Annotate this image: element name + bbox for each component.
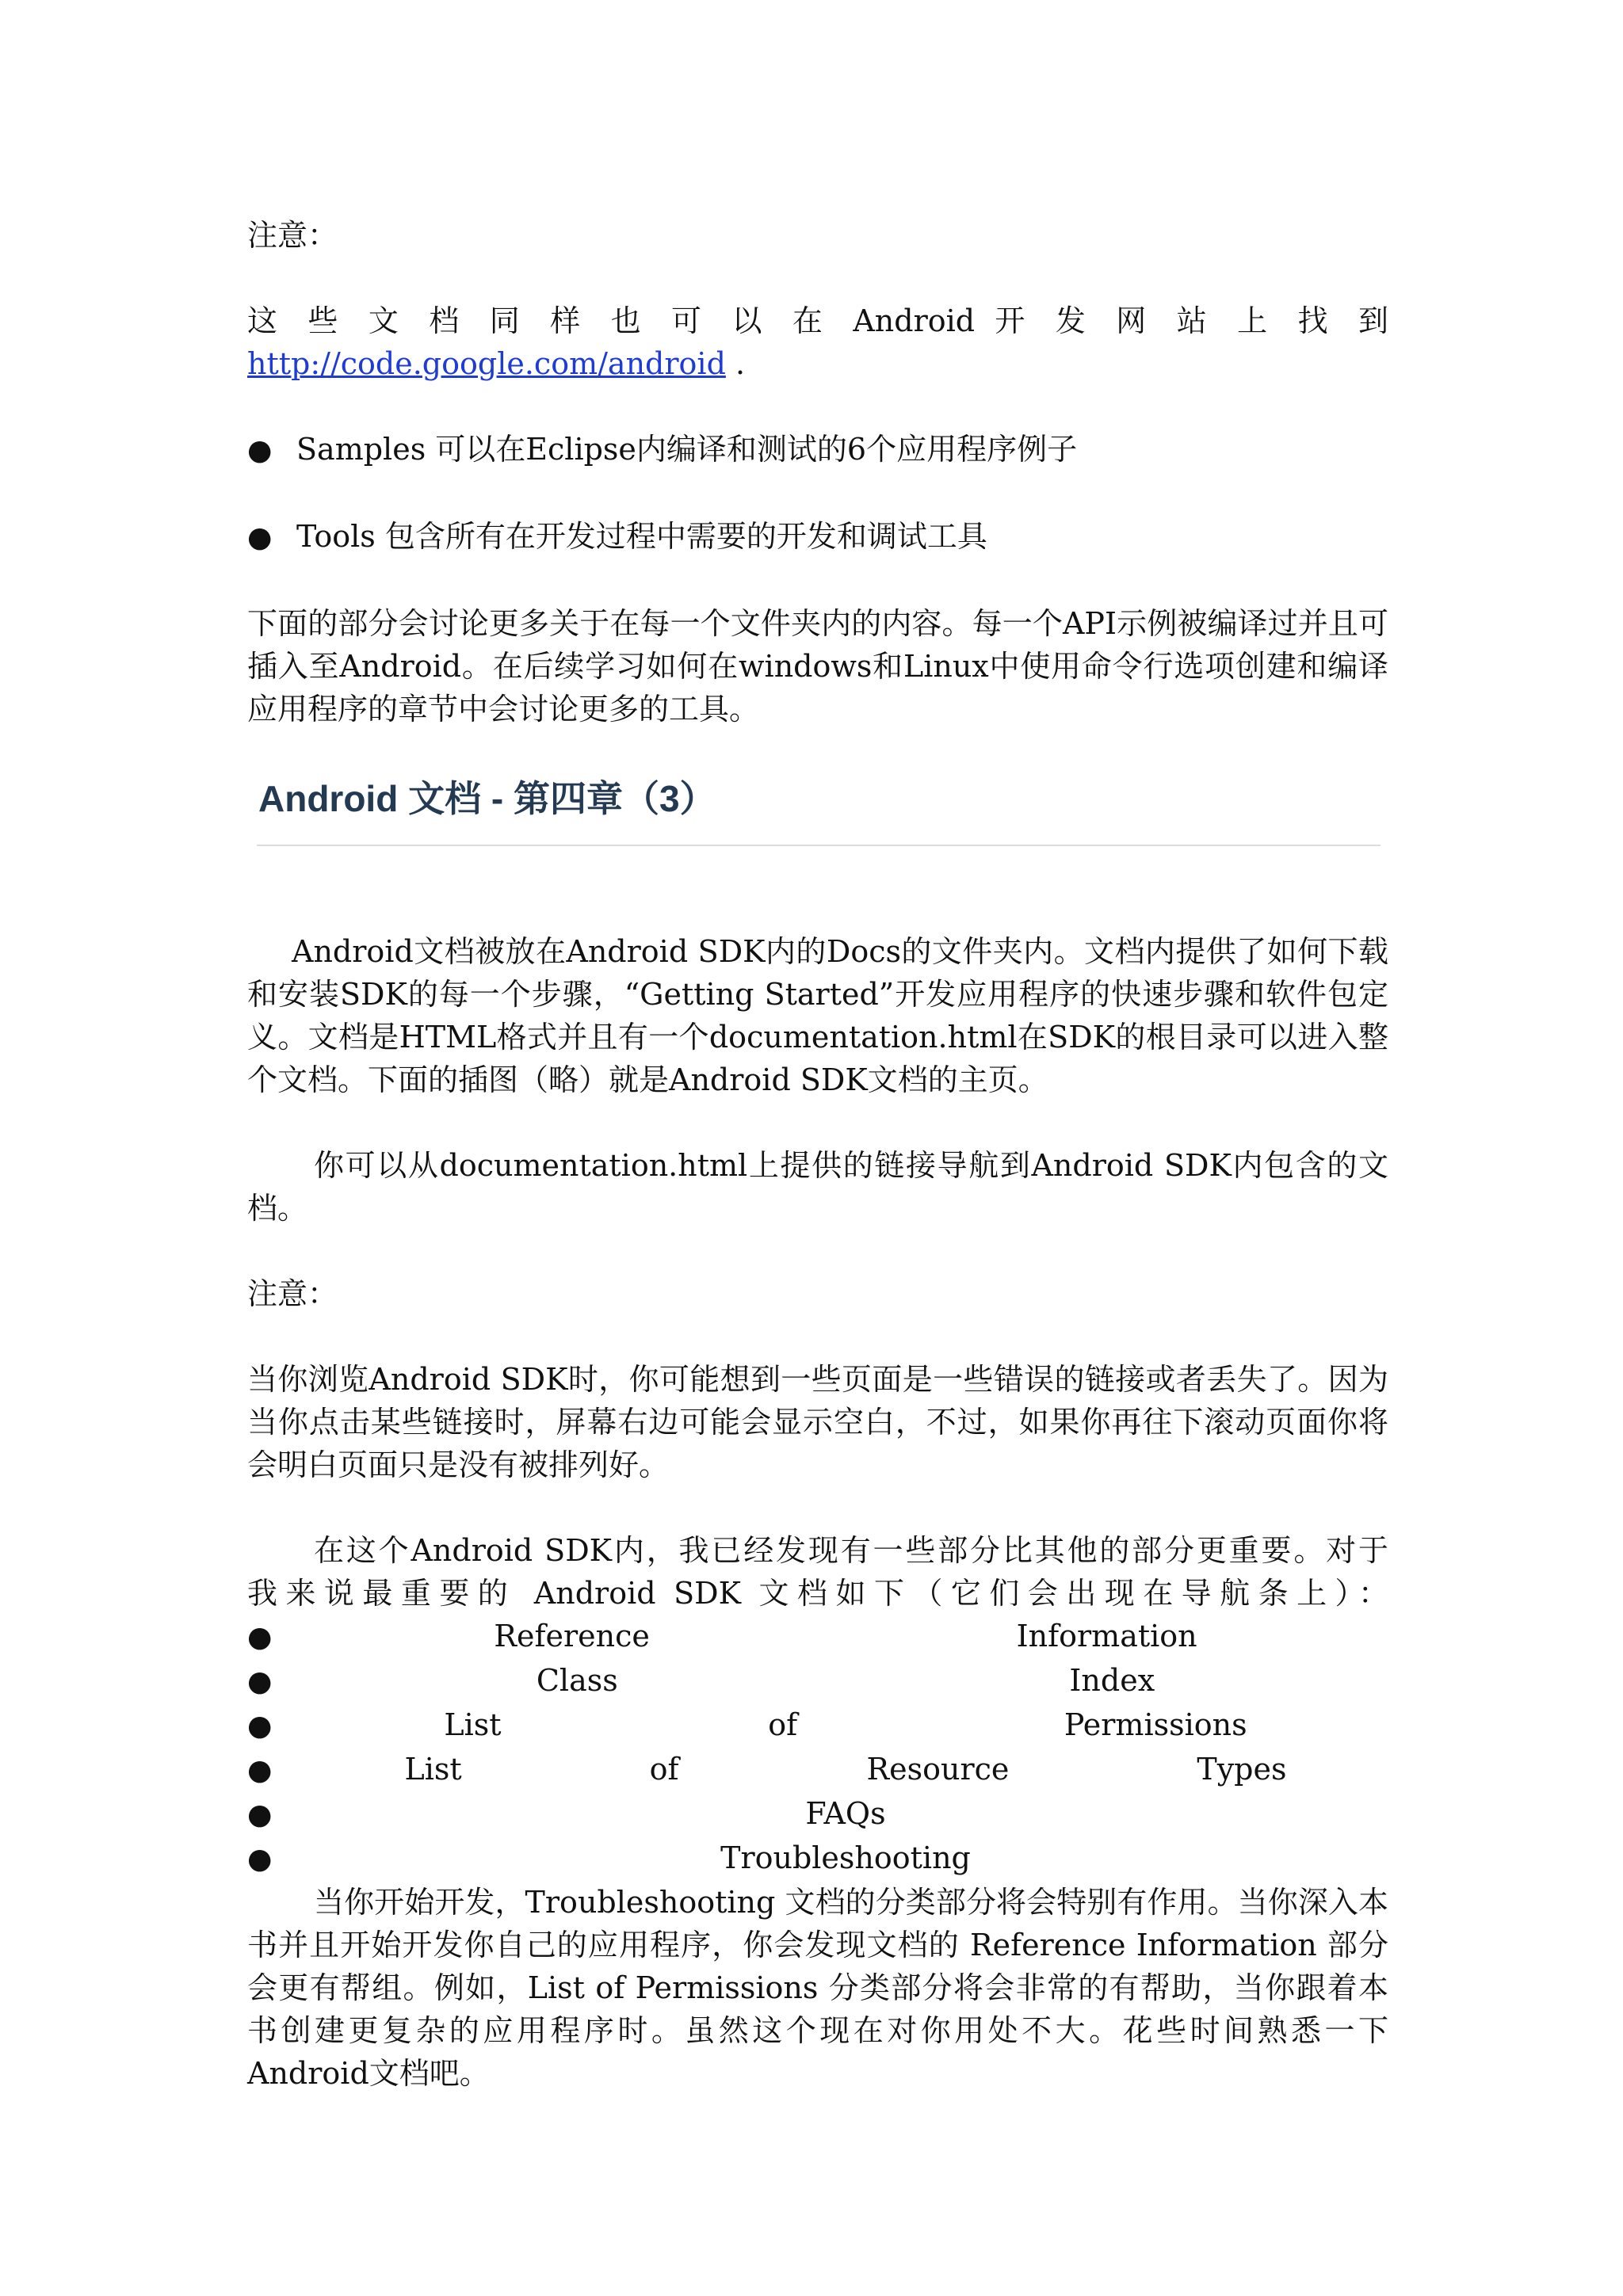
note-label: 注意： — [247, 1276, 338, 1311]
note-label: 注意： — [247, 218, 338, 253]
important-docs-paragraph — [247, 1529, 1388, 1615]
bullet-icon: ● — [247, 1621, 273, 1653]
list-word: Information — [1016, 1619, 1197, 1653]
list-word: of — [649, 1752, 679, 1787]
list-item — [247, 1748, 1388, 1792]
bullet-icon: ● — [247, 1710, 273, 1742]
list-word: Permissions — [1064, 1707, 1247, 1742]
list-item — [247, 1659, 1388, 1703]
bullet-icon: ● — [247, 521, 273, 554]
section-heading: Android 文档 - 第四章（3） — [258, 778, 716, 819]
list-word: Types — [1197, 1752, 1287, 1787]
list-item — [247, 1792, 1388, 1836]
list-word: Index — [1069, 1663, 1155, 1698]
bullet-icon: ● — [247, 1754, 273, 1787]
closing-paragraph: 当你开始开发，Troubleshooting 文档的分类部分将会特别有作用。当你深入本书并且开始开发你自己的应用程序，你会发现文档的 Reference Information 部分会更有帮组。例如，List of Permissions 分类部分将会非常的有帮助，当你跟着本书创建更复杂的应用程序时。虽然这个现在对你用处不大。花些时间熟悉一下Android文档吧。 — [247, 1885, 1388, 2091]
android-site-link[interactable]: http://code.google.com/android — [247, 346, 726, 381]
important-docs-line-1: 在这个Android SDK内，我已经发现有一些部分比其他的部分更重要。对于 — [314, 1533, 1388, 1568]
list-word: Reference — [494, 1619, 650, 1653]
folders-paragraph: 下面的部分会讨论更多关于在每一个文件夹内的内容。每一个API示例被编译过并且可插入至Android。在后续学习如何在windows和Linux中使用命令行选项创建和编译应用程序的章节中会讨论更多的工具。 — [247, 606, 1388, 727]
bullet-icon: ● — [247, 1665, 273, 1698]
bullet-tools-text: Tools 包含所有在开发过程中需要的开发和调试工具 — [296, 519, 987, 554]
list-word: of — [768, 1707, 798, 1742]
list-word: List — [404, 1752, 462, 1787]
website-line: 这 些 文 档 同 样 也 可 以 在 Android 开 发 网 站 上 找 到 — [247, 303, 1388, 338]
browsing-paragraph: 当你浏览Android SDK时，你可能想到一些页面是一些错误的链接或者丢失了。因为当你点击某些链接时，屏幕右边可能会显示空白，不过，如果你再往下滚动页面你将会明白页面只是没有被排列好。 — [247, 1362, 1388, 1482]
list-item — [247, 1615, 1388, 1659]
list-item — [247, 1703, 1388, 1748]
bullet-samples — [247, 428, 1388, 472]
important-docs-line-2: 我来说最重要的 Android SDK 文档如下（它们会出现在导航条上）： — [247, 1576, 1388, 1611]
list-word: List — [444, 1707, 502, 1742]
bullet-samples-text: Samples 可以在Eclipse内编译和测试的6个应用程序例子 — [296, 432, 1078, 467]
list-item — [247, 1836, 1388, 1881]
link-tail: . — [725, 346, 746, 381]
docs-intro-paragraph: Android文档被放在Android SDK内的Docs的文件夹内。文档内提供了如何下载和安装SDK的每一个步骤，“Getting Started”开发应用程序的快速步骤和软件包定义。文档是HTML格式并且有一个documentation.html在SDK的根目录可以进入整个文档。下面的插图（略）就是Android SDK文档的主页。 — [247, 934, 1388, 1097]
website-paragraph — [247, 299, 1388, 385]
list-word: Class — [536, 1663, 618, 1698]
bullet-icon: ● — [247, 1843, 273, 1875]
list-word: FAQs — [805, 1796, 886, 1831]
list-word: Resource — [866, 1752, 1010, 1787]
navigation-paragraph: 你可以从documentation.html上提供的链接导航到Android SDK内包含的文档。 — [247, 1148, 1388, 1226]
bullet-icon: ● — [247, 434, 273, 467]
document-body — [247, 214, 1388, 2095]
bullet-tools — [247, 515, 1388, 559]
important-docs-list — [247, 1615, 1388, 1881]
list-word: Troubleshooting — [720, 1840, 971, 1875]
bullet-icon: ● — [247, 1798, 273, 1831]
